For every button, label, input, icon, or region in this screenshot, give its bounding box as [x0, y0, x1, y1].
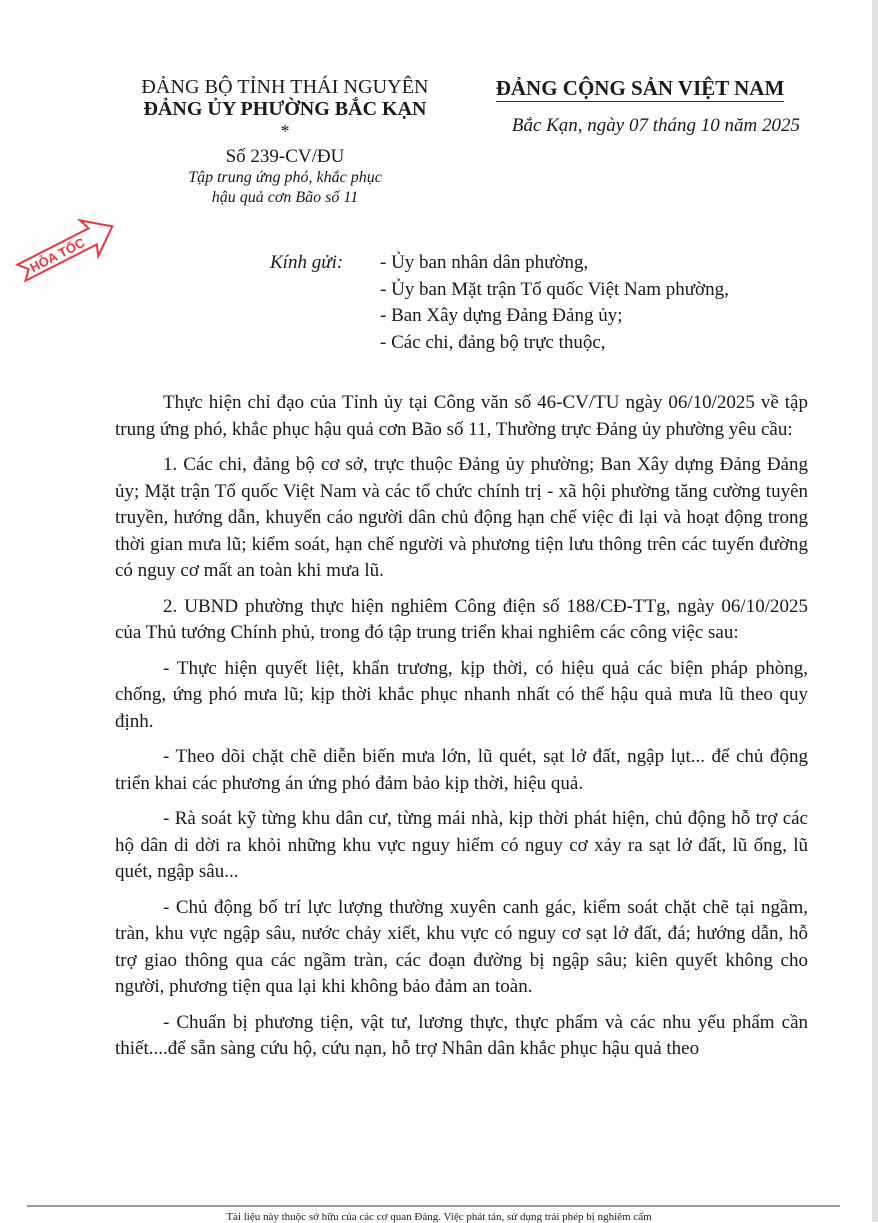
recipient-item: - Ban Xây dựng Đảng Đảng ủy; — [380, 305, 623, 326]
national-title: ĐẢNG CỘNG SẢN VIỆT NAM — [495, 76, 785, 100]
national-header-block — [470, 76, 810, 138]
document-subject-line1: Tập trung ứng phó, khắc phục — [188, 169, 382, 186]
item-2-paragraph: 2. UBND phường thực hiện nghiêm Công điện số 188/CĐ-TTg, ngày 06/10/2025 của Thủ tướng Chính phủ, trong đó tập trung triển khai nghiêm các công việc sau: — [115, 595, 808, 643]
task-paragraph: - Rà soát kỹ từng khu dân cư, từng mái nhà, kịp thời phát hiện, chủ động hỗ trợ các hộ dân di dời ra khỏi những khu vực nguy hiểm có nguy cơ xảy ra sạt lở đất, lũ ống, lũ quét, ngập sâu... — [115, 808, 808, 882]
urgent-stamp — [12, 208, 120, 288]
task-paragraph: - Theo dõi chặt chẽ diễn biến mưa lớn, lũ quét, sạt lở đất, ngập lụt... để chủ động triển khai các phương án ứng phó đảm bảo kịp thời, hiệu quả. — [115, 746, 808, 794]
recipient-item: - Ủy ban Mặt trận Tổ quốc Việt Nam phường, — [380, 278, 729, 300]
footer-confidentiality-notice: Tài liệu này thuộc sở hữu của các cơ quan Đảng. Việc phát tán, sử dụng trái phép bị nghiêm cấm — [226, 1211, 652, 1223]
recipient-item: - Các chi, đảng bộ trực thuộc, — [380, 331, 606, 353]
intro-paragraph: Thực hiện chỉ đạo của Tỉnh ủy tại Công văn số 46-CV/TU ngày 06/10/2025 về tập trung ứng phó, khắc phục hậu quả cơn Bão số 11, Thường trực Đảng ủy phường yêu cầu: — [115, 392, 808, 440]
recipients-label: Kính gửi: — [270, 252, 344, 273]
task-paragraph: - Chủ động bố trí lực lượng thường xuyên canh gác, kiểm soát chặt chẽ tại ngầm, tràn, khu vực ngập sâu, nước chảy xiết, khu vực có nguy cơ sạt lở đất, đá; hướng dẫn, hỗ trợ giao thông qua các ngầm tràn, các đoạn đường bị ngập sâu; kiên quyết không cho người, phương tiện qua lại khi không bảo đảm an toàn. — [115, 896, 808, 997]
task-paragraph: - Thực hiện quyết liệt, khẩn trương, kịp thời, có hiệu quả các biện pháp phòng, chống, ứng phó mưa lũ; kịp thời khắc phục nhanh nhất có thể hậu quả mưa lũ theo quy định. — [115, 657, 808, 732]
recipients-list — [270, 250, 810, 356]
ward-party-committee: ĐẢNG ỦY PHƯỜNG BẮC KẠN — [143, 98, 427, 120]
issuing-authority-block — [120, 76, 450, 208]
footer-divider — [27, 1205, 840, 1207]
stamp-label: HỎA TỐC — [27, 234, 88, 276]
item-1-paragraph: 1. Các chi, đảng bộ cơ sở, trực thuộc Đảng ủy phường; Ban Xây dựng Đảng Đảng ủy; Mặt trận Tổ quốc Việt Nam và các tổ chức chính trị - xã hội phường tăng cường tuyên truyền, hướng dẫn, khuyến cáo người dân chủ động hạn chế việc đi lại và hoạt động trong thời gian mưa lũ; kiểm soát, hạn chế người và phương tiện lưu thông trên các tuyến đường có nguy cơ mất an toàn khi mưa lũ. — [115, 454, 808, 581]
recipient-item: - Ủy ban nhân dân phường, — [380, 252, 589, 273]
scrollbar-track[interactable] — [872, 0, 878, 1222]
place-and-date: Bắc Kạn, ngày 07 tháng 10 năm 2025 — [511, 115, 800, 136]
document-number: Số 239-CV/ĐU — [225, 146, 345, 167]
recipients-block — [270, 250, 810, 356]
arrow-stamp-icon — [12, 208, 120, 288]
document-body — [115, 390, 808, 1072]
task-paragraph: - Chuẩn bị phương tiện, vật tư, lương thực, thực phẩm và các nhu yếu phẩm cần thiết....để sẵn sàng cứu hộ, cứu nạn, hỗ trợ Nhân dân khắc phục hậu quả theo — [115, 1011, 808, 1059]
provincial-party-committee: ĐẢNG BỘ TỈNH THÁI NGUYÊN — [141, 76, 429, 98]
separator-star: * — [280, 121, 290, 141]
document-subject-line2: hậu quả cơn Bão số 11 — [211, 189, 359, 206]
